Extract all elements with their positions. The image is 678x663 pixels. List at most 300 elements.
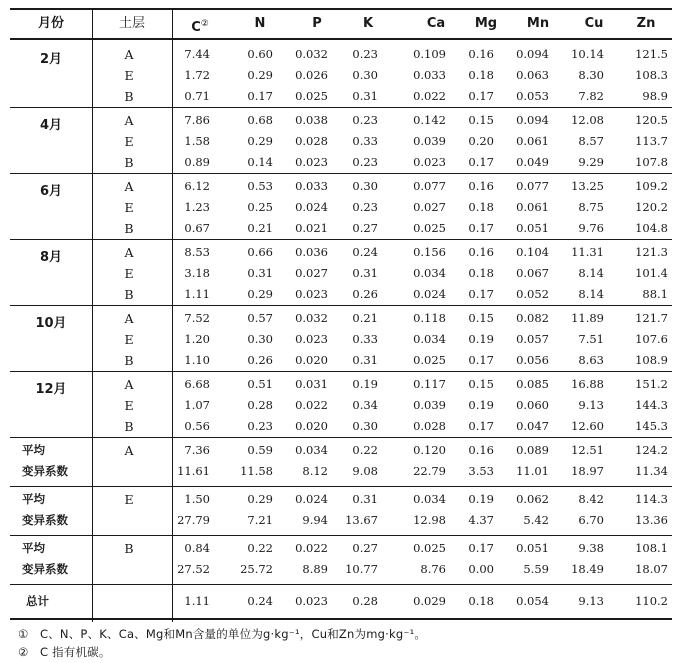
value-mg: 0.18 xyxy=(468,594,494,608)
value-mg: 0.19 xyxy=(468,492,494,506)
value-mg: 3.53 xyxy=(468,464,494,478)
value-ca: 0.118 xyxy=(413,311,446,325)
value-mn: 0.094 xyxy=(516,113,549,127)
mean-row xyxy=(10,538,672,559)
value-ca: 0.023 xyxy=(413,155,446,169)
layer-label: A xyxy=(124,377,134,392)
header-ca-label: Ca xyxy=(426,16,446,31)
value-p: 0.027 xyxy=(295,266,328,280)
value-zn: 145.3 xyxy=(635,419,668,433)
value-c: 1.72 xyxy=(184,68,210,82)
value-c: 1.20 xyxy=(184,332,210,346)
header-month: 月份 xyxy=(37,16,64,31)
value-cu: 8.30 xyxy=(578,68,604,82)
header-c-label: C xyxy=(191,20,201,35)
month-group xyxy=(10,372,672,437)
value-ca: 0.142 xyxy=(413,113,446,127)
layer-label: A xyxy=(124,113,134,128)
value-c: 1.11 xyxy=(184,287,210,301)
value-n: 0.68 xyxy=(247,113,273,127)
table-row xyxy=(10,65,672,86)
value-mn: 0.060 xyxy=(516,398,549,412)
layer-label: E xyxy=(124,68,134,83)
value-ca: 0.034 xyxy=(413,492,446,506)
table-row xyxy=(10,395,672,416)
value-zn: 101.4 xyxy=(635,266,668,280)
value-n: 0.26 xyxy=(247,353,273,367)
value-k: 13.67 xyxy=(345,513,378,527)
value-mg: 0.19 xyxy=(468,398,494,412)
header-cu xyxy=(564,10,624,38)
header-zn-label: Zn xyxy=(636,16,656,31)
value-c: 0.84 xyxy=(184,541,210,555)
value-p: 0.020 xyxy=(295,419,328,433)
header-mn-label: Mn xyxy=(526,16,550,31)
value-zn: 121.5 xyxy=(635,47,668,61)
mean-row xyxy=(10,440,672,461)
table-row xyxy=(10,308,672,329)
summary-group xyxy=(10,440,672,486)
group-rule xyxy=(10,486,672,487)
value-mn: 0.057 xyxy=(516,332,549,346)
header-n-label: N xyxy=(254,16,266,31)
table-row xyxy=(10,329,672,350)
value-c: 3.18 xyxy=(184,266,210,280)
month-group xyxy=(10,174,672,239)
table-row xyxy=(10,131,672,152)
value-mn: 0.062 xyxy=(516,492,549,506)
layer-label: A xyxy=(124,443,134,458)
table-bottom-rule xyxy=(10,618,672,620)
value-zn: 98.9 xyxy=(642,89,668,103)
value-n: 0.29 xyxy=(247,68,273,82)
value-c: 1.07 xyxy=(184,398,210,412)
value-k: 0.31 xyxy=(352,492,378,506)
value-zn: 108.1 xyxy=(635,541,668,555)
value-cu: 9.29 xyxy=(578,155,604,169)
value-zn: 110.2 xyxy=(635,594,668,608)
value-k: 0.30 xyxy=(352,419,378,433)
value-p: 0.023 xyxy=(295,594,328,608)
value-mg: 0.00 xyxy=(468,562,494,576)
mean-label: 平均 xyxy=(22,492,45,506)
value-mn: 0.089 xyxy=(516,443,549,457)
value-k: 0.24 xyxy=(352,245,378,259)
value-ca: 0.025 xyxy=(413,221,446,235)
value-cu: 8.42 xyxy=(578,492,604,506)
value-mg: 0.18 xyxy=(468,266,494,280)
value-mg: 0.16 xyxy=(468,245,494,259)
value-mn: 0.077 xyxy=(516,179,549,193)
footnote-2 xyxy=(18,643,668,661)
value-k: 0.30 xyxy=(352,68,378,82)
value-mg: 0.15 xyxy=(468,311,494,325)
value-mn: 0.067 xyxy=(516,266,549,280)
cv-row xyxy=(10,461,672,482)
value-zn: 121.7 xyxy=(635,311,668,325)
value-mg: 0.17 xyxy=(468,419,494,433)
cv-row xyxy=(10,559,672,580)
value-k: 0.31 xyxy=(352,89,378,103)
value-cu: 12.60 xyxy=(571,419,604,433)
value-ca: 12.98 xyxy=(413,513,446,527)
value-cu: 9.13 xyxy=(578,594,604,608)
value-p: 0.032 xyxy=(295,47,328,61)
value-ca: 0.120 xyxy=(413,443,446,457)
value-mn: 0.056 xyxy=(516,353,549,367)
value-k: 0.33 xyxy=(352,332,378,346)
value-c: 7.44 xyxy=(184,47,210,61)
value-mn: 0.063 xyxy=(516,68,549,82)
value-mg: 0.19 xyxy=(468,332,494,346)
value-zn: 108.9 xyxy=(635,353,668,367)
total-group xyxy=(10,591,672,613)
layer-label: E xyxy=(124,492,134,507)
value-zn: 18.07 xyxy=(635,562,668,576)
value-n: 0.24 xyxy=(247,594,273,608)
value-c: 0.56 xyxy=(184,419,210,433)
table-row xyxy=(10,242,672,263)
value-n: 0.29 xyxy=(247,287,273,301)
value-cu: 8.14 xyxy=(578,266,604,280)
value-zn: 104.8 xyxy=(635,221,668,235)
value-k: 0.27 xyxy=(352,221,378,235)
layer-label: B xyxy=(124,419,134,434)
value-mn: 0.054 xyxy=(516,594,549,608)
footnote-ref-marker: ② xyxy=(200,19,209,29)
value-mn: 5.59 xyxy=(523,562,549,576)
table-row xyxy=(10,284,672,305)
value-n: 0.14 xyxy=(247,155,273,169)
value-ca: 0.029 xyxy=(413,594,446,608)
header-k-label: K xyxy=(362,16,374,31)
value-n: 0.23 xyxy=(247,419,273,433)
value-ca: 0.156 xyxy=(413,245,446,259)
value-n: 0.21 xyxy=(247,221,273,235)
value-ca: 0.028 xyxy=(413,419,446,433)
value-n: 0.22 xyxy=(247,541,273,555)
value-ca: 0.109 xyxy=(413,47,446,61)
value-c: 0.71 xyxy=(184,89,210,103)
footnote-1 xyxy=(18,625,668,643)
summary-group xyxy=(10,489,672,535)
layer-label: A xyxy=(124,179,134,194)
table-row xyxy=(10,374,672,395)
value-mg: 0.16 xyxy=(468,443,494,457)
value-n: 0.29 xyxy=(247,134,273,148)
value-mg: 0.15 xyxy=(468,113,494,127)
value-p: 0.023 xyxy=(295,155,328,169)
header-layer: 土层 xyxy=(118,16,145,31)
value-k: 0.28 xyxy=(352,594,378,608)
layer-label: A xyxy=(124,245,134,260)
value-mn: 0.051 xyxy=(516,221,549,235)
value-c: 11.61 xyxy=(177,464,210,478)
value-k: 0.31 xyxy=(352,353,378,367)
table-row xyxy=(10,197,672,218)
value-zn: 108.3 xyxy=(635,68,668,82)
group-rule xyxy=(10,584,672,585)
value-zn: 107.6 xyxy=(635,332,668,346)
value-zn: 124.2 xyxy=(635,443,668,457)
value-k: 10.77 xyxy=(345,562,378,576)
value-n: 0.53 xyxy=(247,179,273,193)
value-mg: 0.17 xyxy=(468,89,494,103)
month-label: 2月 xyxy=(39,52,63,67)
value-zn: 121.3 xyxy=(635,245,668,259)
value-mn: 0.082 xyxy=(516,311,549,325)
value-zn: 13.36 xyxy=(635,513,668,527)
value-mn: 0.047 xyxy=(516,419,549,433)
header-mg-label: Mg xyxy=(474,16,498,31)
value-n: 0.57 xyxy=(247,311,273,325)
value-cu: 8.57 xyxy=(578,134,604,148)
value-mn: 0.051 xyxy=(516,541,549,555)
value-p: 0.022 xyxy=(295,541,328,555)
value-mg: 0.16 xyxy=(468,179,494,193)
layer-label: A xyxy=(124,311,134,326)
month-group xyxy=(10,42,672,107)
header-mg xyxy=(456,10,516,38)
cv-label: 变异系数 xyxy=(22,513,68,527)
value-p: 0.028 xyxy=(295,134,328,148)
value-cu: 8.75 xyxy=(578,200,604,214)
value-n: 0.28 xyxy=(247,398,273,412)
value-mg: 0.17 xyxy=(468,155,494,169)
value-ca: 0.034 xyxy=(413,332,446,346)
value-k: 0.33 xyxy=(352,134,378,148)
footnote-marker: ② xyxy=(18,645,29,659)
value-mg: 4.37 xyxy=(468,513,494,527)
cv-label: 变异系数 xyxy=(22,464,68,478)
value-mg: 0.17 xyxy=(468,221,494,235)
value-zn: 144.3 xyxy=(635,398,668,412)
value-mn: 11.01 xyxy=(516,464,549,478)
value-c: 6.12 xyxy=(184,179,210,193)
value-mn: 5.42 xyxy=(523,513,549,527)
value-mg: 0.18 xyxy=(468,200,494,214)
value-k: 0.23 xyxy=(352,47,378,61)
table-row xyxy=(10,86,672,107)
value-ca: 0.117 xyxy=(413,377,446,391)
value-ca: 0.033 xyxy=(413,68,446,82)
value-n: 0.25 xyxy=(247,200,273,214)
mean-row xyxy=(10,489,672,510)
value-zn: 107.8 xyxy=(635,155,668,169)
value-k: 0.34 xyxy=(352,398,378,412)
footnotes xyxy=(18,625,668,661)
value-c: 27.52 xyxy=(177,562,210,576)
layer-label: B xyxy=(124,89,134,104)
layer-label: E xyxy=(124,398,134,413)
value-p: 0.036 xyxy=(295,245,328,259)
layer-label: A xyxy=(124,47,134,62)
value-mn: 0.061 xyxy=(516,134,549,148)
value-c: 7.52 xyxy=(184,311,210,325)
layer-label: B xyxy=(124,155,134,170)
value-ca: 22.79 xyxy=(413,464,446,478)
value-mg: 0.17 xyxy=(468,541,494,555)
value-ca: 0.034 xyxy=(413,266,446,280)
value-zn: 114.3 xyxy=(635,492,668,506)
value-cu: 12.51 xyxy=(571,443,604,457)
total-label: 总计 xyxy=(26,594,49,608)
value-mg: 0.17 xyxy=(468,287,494,301)
value-p: 0.023 xyxy=(295,287,328,301)
value-n: 0.17 xyxy=(247,89,273,103)
value-zn: 109.2 xyxy=(635,179,668,193)
value-c: 0.67 xyxy=(184,221,210,235)
value-k: 0.22 xyxy=(352,443,378,457)
header-c xyxy=(170,10,230,38)
cv-label: 变异系数 xyxy=(22,562,68,576)
value-zn: 88.1 xyxy=(642,287,668,301)
value-zn: 120.5 xyxy=(635,113,668,127)
value-ca: 8.76 xyxy=(420,562,446,576)
cv-row xyxy=(10,510,672,531)
value-p: 0.032 xyxy=(295,311,328,325)
value-p: 0.033 xyxy=(295,179,328,193)
value-c: 1.23 xyxy=(184,200,210,214)
month-label: 6月 xyxy=(39,184,63,199)
footnote-text: C 指有机碳。 xyxy=(40,645,111,659)
value-ca: 0.039 xyxy=(413,398,446,412)
summary-group xyxy=(10,538,672,584)
value-cu: 13.25 xyxy=(571,179,604,193)
header-n xyxy=(230,10,290,38)
value-n: 0.31 xyxy=(247,266,273,280)
value-cu: 7.51 xyxy=(578,332,604,346)
value-n: 11.58 xyxy=(240,464,273,478)
value-cu: 18.97 xyxy=(571,464,604,478)
value-cu: 18.49 xyxy=(571,562,604,576)
nutrient-table xyxy=(10,8,672,622)
value-ca: 0.025 xyxy=(413,353,446,367)
mean-label: 平均 xyxy=(22,541,45,555)
value-zn: 113.7 xyxy=(635,134,668,148)
header-zn xyxy=(616,10,676,38)
header-k xyxy=(338,10,398,38)
value-mn: 0.052 xyxy=(516,287,549,301)
layer-label: E xyxy=(124,332,134,347)
month-label: 8月 xyxy=(39,250,63,265)
month-group xyxy=(10,108,672,173)
header-cu-label: Cu xyxy=(584,16,604,31)
value-c: 7.36 xyxy=(184,443,210,457)
value-ca: 0.027 xyxy=(413,200,446,214)
value-zn: 120.2 xyxy=(635,200,668,214)
total-row xyxy=(10,591,672,612)
layer-label: B xyxy=(124,287,134,302)
value-ca: 0.022 xyxy=(413,89,446,103)
value-cu: 8.14 xyxy=(578,287,604,301)
value-p: 0.023 xyxy=(295,332,328,346)
layer-label: E xyxy=(124,200,134,215)
table-row xyxy=(10,176,672,197)
value-k: 0.21 xyxy=(352,311,378,325)
value-p: 0.026 xyxy=(295,68,328,82)
table-row xyxy=(10,218,672,239)
value-n: 0.51 xyxy=(247,377,273,391)
table-row xyxy=(10,263,672,284)
value-n: 0.60 xyxy=(247,47,273,61)
group-rule xyxy=(10,535,672,536)
month-label: 12月 xyxy=(35,382,67,397)
value-p: 0.025 xyxy=(295,89,328,103)
layer-label: E xyxy=(124,134,134,149)
value-c: 1.11 xyxy=(184,594,210,608)
footnote-marker: ① xyxy=(18,627,29,641)
value-c: 7.86 xyxy=(184,113,210,127)
value-mg: 0.17 xyxy=(468,353,494,367)
layer-label: B xyxy=(124,353,134,368)
value-cu: 11.31 xyxy=(571,245,604,259)
value-k: 0.23 xyxy=(352,200,378,214)
value-k: 0.30 xyxy=(352,179,378,193)
value-n: 7.21 xyxy=(247,513,273,527)
mean-label: 平均 xyxy=(22,443,45,457)
value-p: 0.024 xyxy=(295,200,328,214)
value-p: 0.024 xyxy=(295,492,328,506)
value-ca: 0.024 xyxy=(413,287,446,301)
value-p: 0.031 xyxy=(295,377,328,391)
value-mn: 0.085 xyxy=(516,377,549,391)
value-mn: 0.104 xyxy=(516,245,549,259)
value-cu: 9.76 xyxy=(578,221,604,235)
value-p: 0.021 xyxy=(295,221,328,235)
value-mg: 0.20 xyxy=(468,134,494,148)
value-k: 0.19 xyxy=(352,377,378,391)
value-c: 27.79 xyxy=(177,513,210,527)
value-p: 0.022 xyxy=(295,398,328,412)
value-c: 1.10 xyxy=(184,353,210,367)
value-k: 9.08 xyxy=(352,464,378,478)
value-k: 0.23 xyxy=(352,113,378,127)
value-p: 8.89 xyxy=(302,562,328,576)
value-k: 0.31 xyxy=(352,266,378,280)
value-n: 0.29 xyxy=(247,492,273,506)
value-mn: 0.094 xyxy=(516,47,549,61)
month-group xyxy=(10,240,672,305)
table-row xyxy=(10,416,672,437)
value-p: 0.020 xyxy=(295,353,328,367)
value-cu: 7.82 xyxy=(578,89,604,103)
value-c: 1.58 xyxy=(184,134,210,148)
value-c: 1.50 xyxy=(184,492,210,506)
layer-label: B xyxy=(124,221,134,236)
value-ca: 0.039 xyxy=(413,134,446,148)
value-cu: 11.89 xyxy=(571,311,604,325)
value-p: 9.94 xyxy=(302,513,328,527)
month-label: 4月 xyxy=(39,118,63,133)
value-c: 6.68 xyxy=(184,377,210,391)
value-mn: 0.053 xyxy=(516,89,549,103)
value-n: 0.30 xyxy=(247,332,273,346)
layer-label: E xyxy=(124,266,134,281)
table-row xyxy=(10,350,672,371)
value-mn: 0.061 xyxy=(516,200,549,214)
value-cu: 12.08 xyxy=(571,113,604,127)
value-c: 8.53 xyxy=(184,245,210,259)
value-n: 25.72 xyxy=(240,562,273,576)
value-k: 0.26 xyxy=(352,287,378,301)
value-zn: 11.34 xyxy=(635,464,668,478)
value-p: 0.034 xyxy=(295,443,328,457)
value-cu: 8.63 xyxy=(578,353,604,367)
value-p: 8.12 xyxy=(302,464,328,478)
value-mg: 0.16 xyxy=(468,47,494,61)
value-cu: 6.70 xyxy=(578,513,604,527)
